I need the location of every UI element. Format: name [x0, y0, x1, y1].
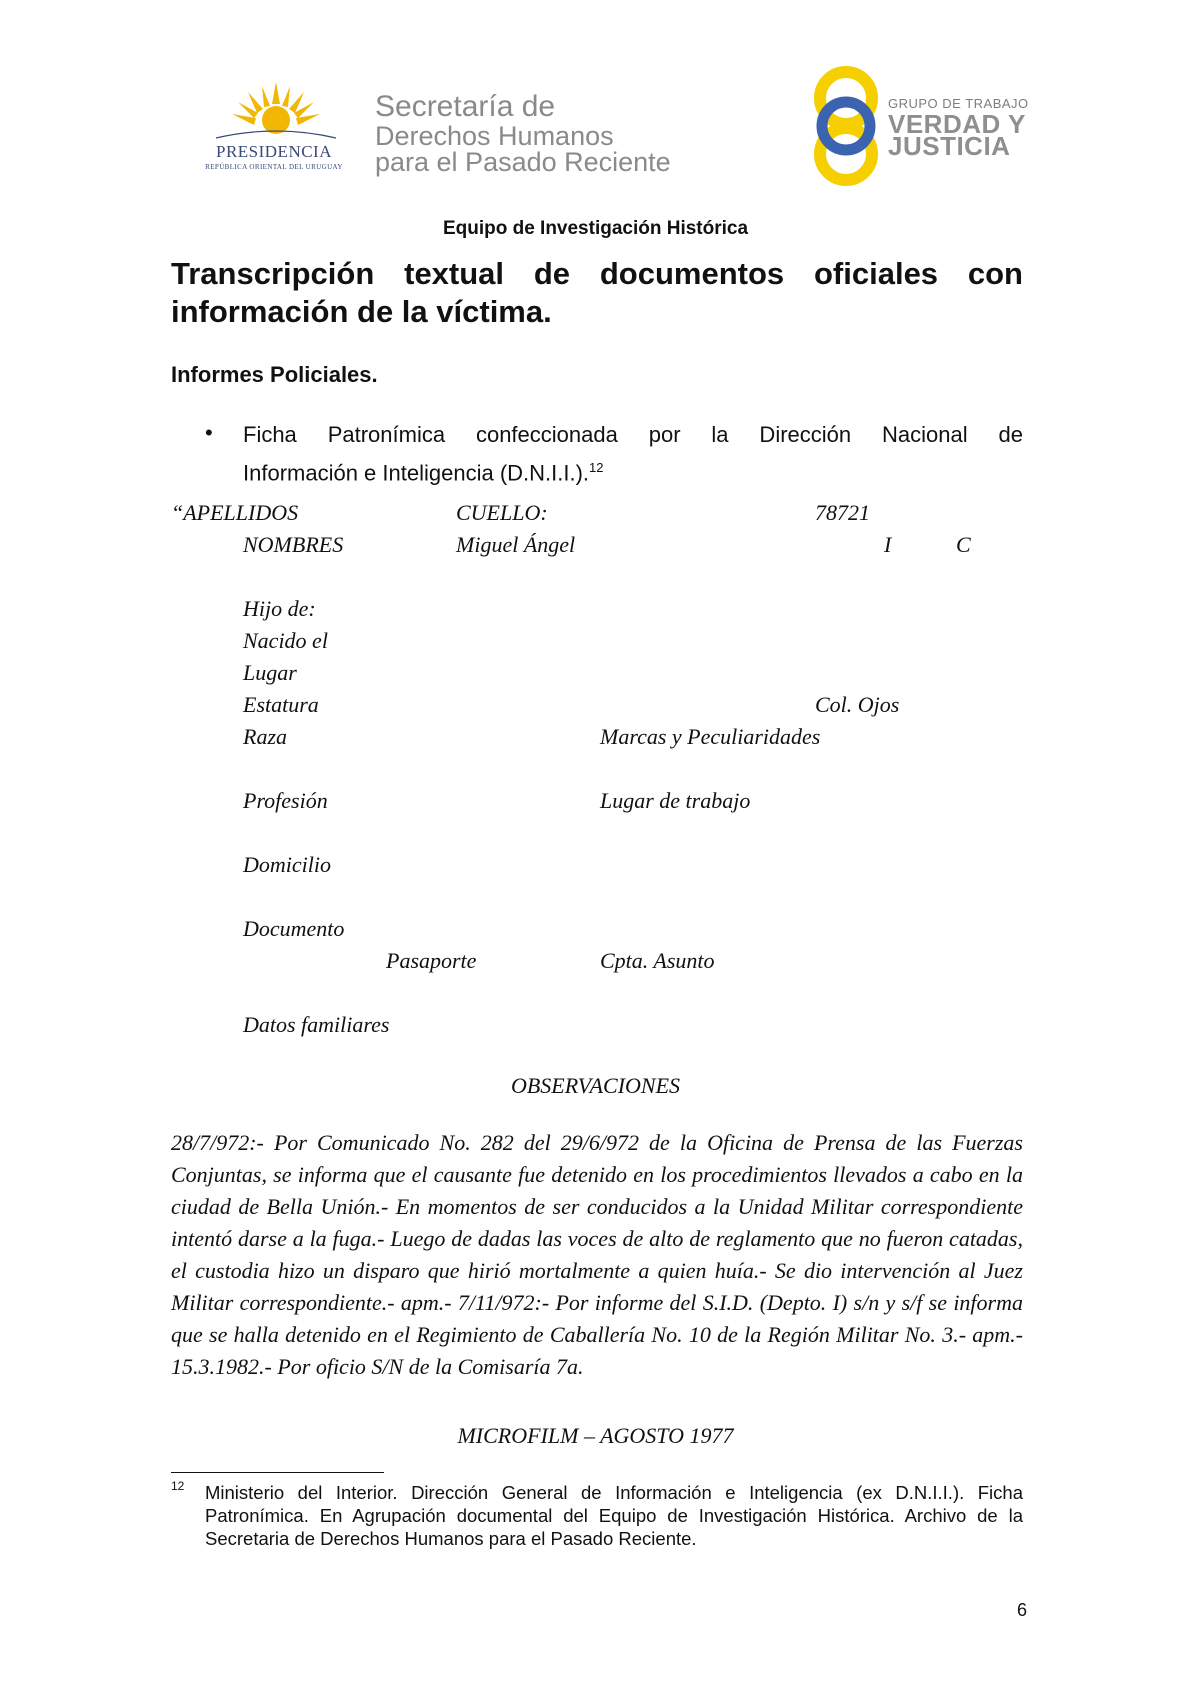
document-title — [171, 255, 1023, 331]
datos-familiares-label: Datos familiares — [243, 1012, 390, 1037]
grupo-de-trabajo-label: GRUPO DE TRABAJO — [888, 96, 1029, 111]
lugar-label: Lugar — [243, 660, 297, 685]
justicia-label: JUSTICIA — [888, 131, 1011, 161]
observaciones-paragraph: 28/7/972:- Por Comunicado No. 282 del 29/6/972 de la Oficina de Prensa de las Fuerzas Conjuntas, se informa que el causante fue detenido en los procedimientos llevados a cabo en la ciudad de Bella Unión.- En momentos de ser conducidos a la Unidad Militar correspondiente intentó darse a la fuga.- Luego de dadas las voces de alto de reglamento que no fueron catadas, el custodia hizo un disparo que hirió mortalmente a quien huía.- Se dio intervención al Juez Militar correspondiente.- apm.- 7/11/972:- Por informe del S.I.D. (Depto. I) s/n y s/f se informa que se halla detenido en el Regimiento de Caballería No. 10 de la Región Militar No. 3.- apm.- 15.3.1982.- Por oficio S/N de la Comisaría 7a. — [171, 1130, 1023, 1379]
bullet-line-1: Ficha Patronímica confeccionada por la Dirección Nacional de — [243, 422, 1023, 447]
presidencia-subtitle: REPÚBLICA ORIENTAL DEL URUGUAY — [205, 163, 343, 171]
footnote-ref: 12 — [589, 460, 604, 475]
bullet-line-2: Información e Inteligencia (D.N.I.I.). — [243, 460, 590, 486]
estatura-label: Estatura — [243, 692, 319, 717]
team-heading: Equipo de Investigación Histórica — [442, 218, 749, 239]
page-number: 6 — [1017, 1600, 1028, 1620]
presidencia-label: PRESIDENCIA — [215, 142, 332, 161]
bullet-marker: • — [205, 420, 213, 445]
title-line-1: Transcripción textual de documentos oficiales con — [171, 256, 1023, 291]
verdad-label: VERDAD Y — [888, 109, 1026, 139]
apellidos-label: “APELLIDOS — [171, 500, 299, 525]
nombres-label: NOMBRES — [243, 532, 344, 557]
ficha-number: 78721 — [815, 500, 870, 525]
observaciones-title: OBSERVACIONES — [510, 1073, 681, 1098]
nacido-label: Nacido el — [243, 628, 328, 653]
apellidos-value: CUELLO: — [456, 500, 548, 525]
microfilm-line: MICROFILM – AGOSTO 1977 — [457, 1423, 734, 1448]
bullet-text — [243, 418, 1023, 489]
mark-c: C — [956, 532, 971, 557]
marcas-label: Marcas y Peculiaridades — [600, 724, 821, 749]
pasaporte-label: Pasaporte — [386, 948, 477, 973]
secretaria-line-3: para el Pasado Reciente — [375, 147, 671, 177]
domicilio-label: Domicilio — [243, 852, 331, 877]
documento-label: Documento — [243, 916, 345, 941]
secretaria-line-1: Secretaría de — [375, 90, 556, 123]
cpta-asunto-label: Cpta. Asunto — [600, 948, 715, 973]
section-subheading: Informes Policiales. — [171, 362, 378, 387]
secretaria-line-2: Derechos Humanos — [375, 121, 614, 151]
raza-label: Raza — [243, 724, 287, 749]
title-line-2: información de la víctima. — [171, 294, 552, 329]
hijo-de-label: Hijo de: — [243, 596, 316, 621]
nombres-value: Miguel Ángel — [456, 532, 576, 557]
lugar-trabajo-label: Lugar de trabajo — [600, 788, 751, 813]
profesion-label: Profesión — [243, 788, 328, 813]
footnote-text: Ministerio del Interior. Dirección General de Información e Inteligencia (ex D.N.I.I.). Ficha Patronímica. En Agrupación documental del Equipo de Investigación Histórica. Archivo de la Secretaria de Derechos Humanos para el Pasado Reciente. — [205, 1482, 1023, 1549]
footnote-number: 12 — [171, 1479, 185, 1493]
mark-i: I — [884, 532, 892, 557]
footnote-rule — [171, 1472, 384, 1473]
col-ojos-label: Col. Ojos — [815, 692, 900, 717]
